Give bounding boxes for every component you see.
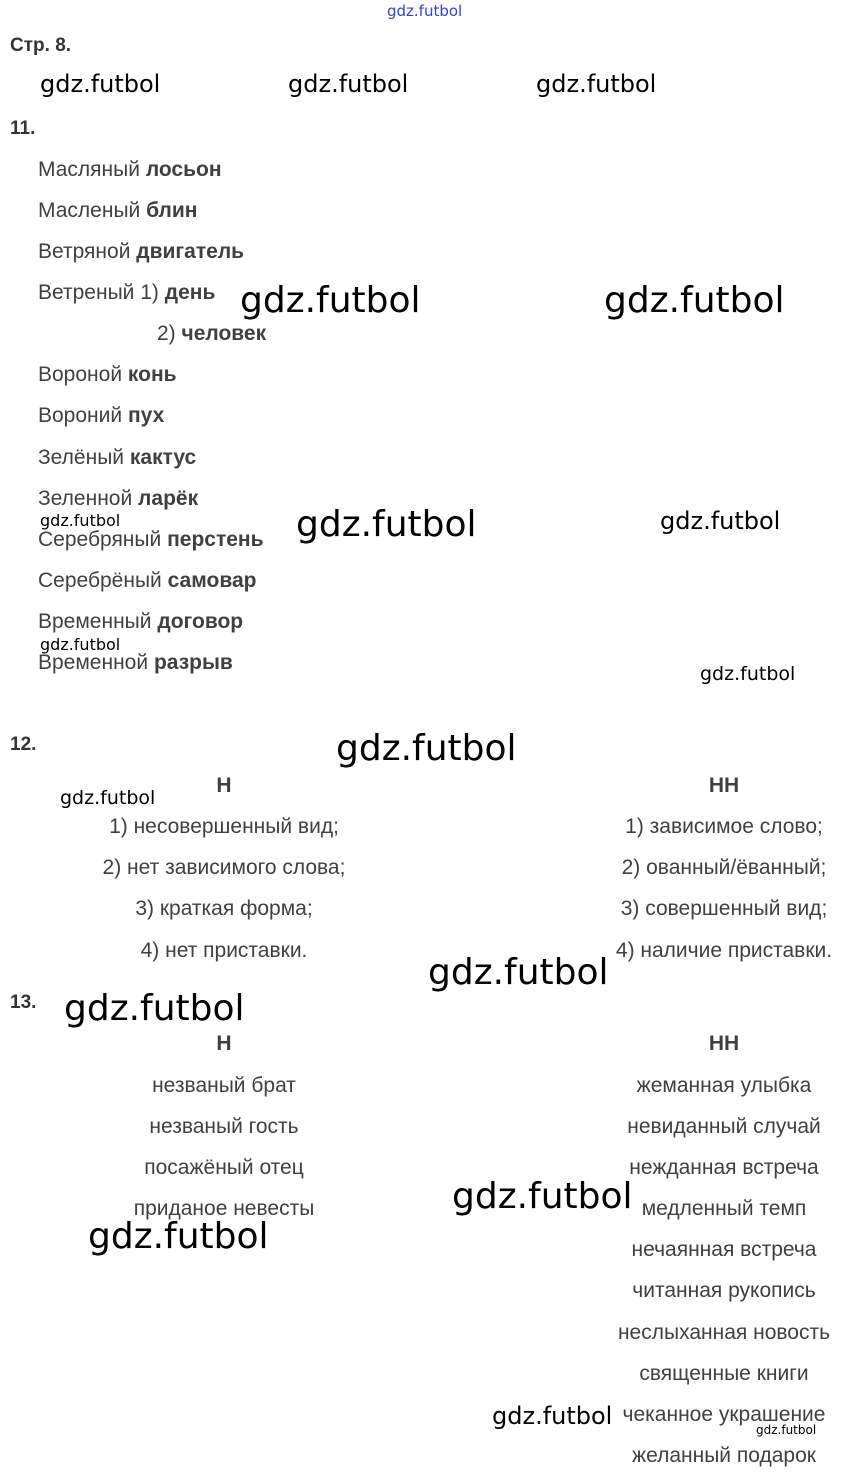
n-rule: 4) нет приставки.	[140, 939, 308, 962]
exercise-13-number: 13.	[10, 992, 37, 1013]
nn-word: жеманная улыбка	[636, 1074, 812, 1097]
nn-rule: 2) ованный/ёванный;	[621, 856, 827, 879]
noun: блин	[146, 199, 198, 222]
n-rule: 3) краткая форма;	[135, 897, 313, 920]
noun: человек	[181, 322, 267, 345]
adjective: Временный	[38, 610, 152, 633]
nn-word: неслыханная новость	[617, 1321, 831, 1344]
watermark: gdz.futbol	[88, 1216, 269, 1257]
adjective: Ветреный	[38, 281, 135, 304]
watermark-top: gdz.futbol	[387, 2, 463, 20]
noun: самовар	[167, 569, 257, 592]
watermark: gdz.futbol	[660, 507, 781, 535]
noun: день	[164, 281, 216, 304]
sense-number: 2)	[157, 322, 176, 345]
watermark: gdz.futbol	[336, 728, 517, 769]
adjective: Серебрёный	[38, 569, 162, 592]
adjective: Серебряный	[38, 528, 162, 551]
ex11-item	[38, 241, 244, 262]
noun: договор	[157, 610, 244, 633]
nn-rule: 4) наличие приставки.	[615, 939, 833, 962]
nn-word: священные книги	[639, 1362, 809, 1385]
column-header-n: Н	[216, 1032, 232, 1055]
sense-number: 1)	[140, 281, 159, 304]
adjective: Вороний	[38, 404, 123, 427]
ex11-item	[38, 200, 198, 221]
nn-word: невиданный случай	[627, 1115, 821, 1138]
watermark: gdz.futbol	[288, 70, 409, 98]
watermark: gdz.futbol	[40, 70, 161, 98]
n-word: приданое невесты	[133, 1197, 315, 1220]
n-rule: 2) нет зависимого слова;	[102, 856, 346, 879]
noun: перстень	[167, 528, 264, 551]
nn-rule: 1) зависимое слово;	[625, 815, 823, 838]
nn-word: нечаянная встреча	[631, 1238, 817, 1261]
watermark: gdz.futbol	[428, 952, 609, 993]
exercise-12-number: 12.	[10, 734, 37, 755]
watermark: gdz.futbol	[452, 1176, 633, 1217]
watermark: gdz.futbol	[700, 663, 796, 685]
watermark: gdz.futbol	[64, 988, 245, 1029]
watermark: gdz.futbol	[604, 280, 785, 321]
noun: двигатель	[136, 240, 245, 263]
column-header-n: Н	[216, 774, 232, 797]
ex11-item	[38, 364, 177, 385]
noun: пух	[127, 404, 165, 427]
nn-rule: 3) совершенный вид;	[620, 897, 828, 920]
exercise-11-number: 11.	[10, 118, 36, 139]
n-rule: 1) несовершенный вид;	[109, 815, 339, 838]
watermark: gdz.futbol	[296, 504, 477, 545]
n-word: незваный брат	[152, 1074, 296, 1097]
noun: разрыв	[153, 651, 233, 674]
noun: конь	[127, 363, 177, 386]
ex11-item	[157, 323, 266, 344]
watermark: gdz.futbol	[756, 1423, 817, 1437]
ex11-item	[38, 529, 264, 550]
noun: лосьон	[145, 158, 222, 181]
adjective: Зелёный	[38, 446, 125, 469]
ex11-item	[38, 405, 164, 426]
ex11-item	[38, 611, 243, 632]
watermark: gdz.futbol	[40, 511, 121, 530]
column-header-nn: НН	[708, 774, 740, 797]
nn-word: чеканное украшение	[622, 1403, 826, 1426]
nn-word: медленный темп	[641, 1197, 807, 1220]
watermark: gdz.futbol	[492, 1402, 613, 1430]
nn-word: желанный подарок	[632, 1444, 816, 1467]
nn-word: нежданная встреча	[629, 1156, 819, 1179]
ex11-item	[38, 488, 198, 509]
ex11-item	[38, 447, 196, 468]
adjective: Ветряной	[38, 240, 131, 263]
n-word: незваный гость	[149, 1115, 299, 1138]
adjective: Временной	[38, 651, 149, 674]
noun: ларёк	[138, 487, 199, 510]
adjective: Масляный	[38, 158, 140, 181]
ex11-item	[38, 570, 256, 591]
nn-word: читанная рукопись	[632, 1279, 816, 1302]
page-label: Стр. 8.	[10, 35, 72, 56]
ex11-item	[38, 652, 233, 673]
ex11-item	[38, 159, 222, 180]
noun: кактус	[129, 446, 197, 469]
watermark: gdz.futbol	[536, 70, 657, 98]
n-word: посажёный отец	[144, 1156, 304, 1179]
watermark: gdz.futbol	[240, 280, 421, 321]
column-header-nn: НН	[708, 1032, 740, 1055]
adjective: Зеленной	[38, 487, 133, 510]
watermark: gdz.futbol	[40, 635, 121, 654]
watermark: gdz.futbol	[60, 787, 156, 809]
adjective: Масленый	[38, 199, 141, 222]
adjective: Вороной	[38, 363, 123, 386]
ex11-item	[38, 282, 215, 303]
